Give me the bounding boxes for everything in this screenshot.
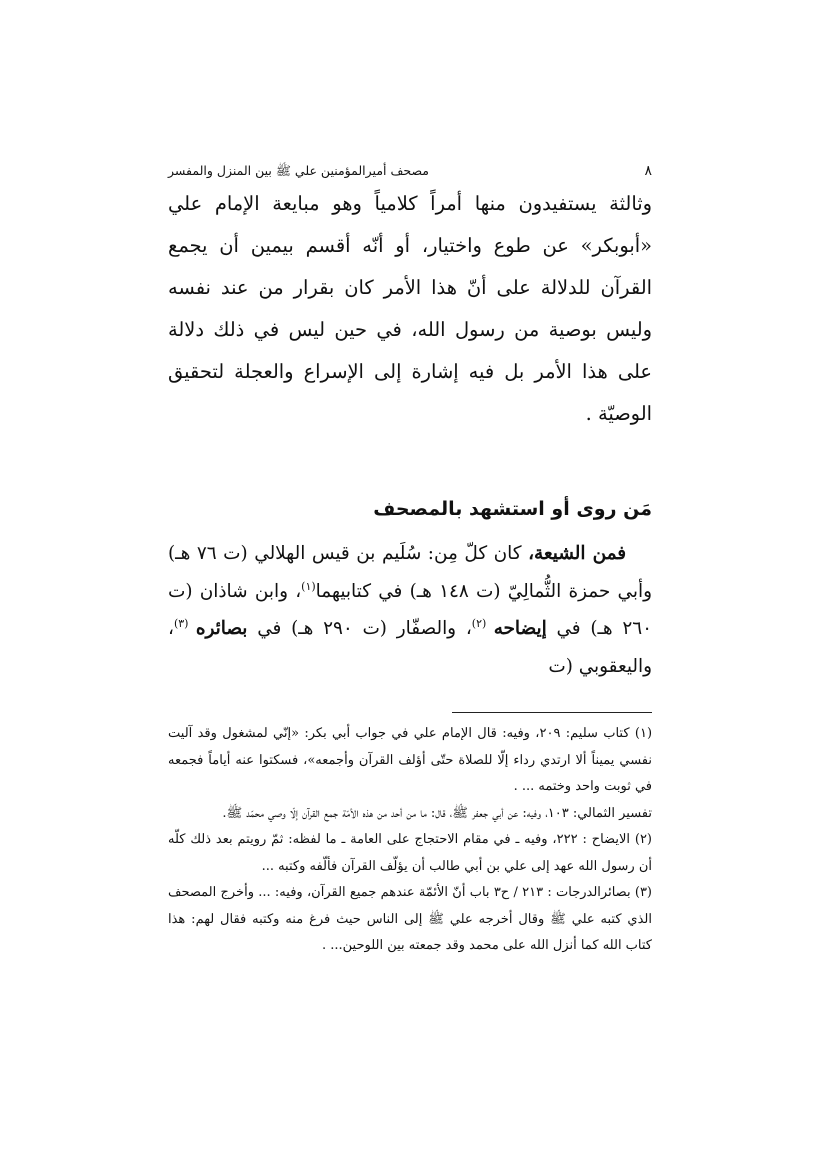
body-paragraph [168,535,652,685]
footnote-ref: (٣) [173,616,196,630]
footnote-ref: (٢) [471,616,494,630]
bold-phrase: فمن الشيعة، [528,543,627,564]
footnote-number: (١) [634,726,653,741]
page-number: ٨ [644,163,652,179]
main-text [168,183,652,685]
footnote [168,880,652,960]
footnote [168,801,652,828]
book-page [168,160,652,960]
running-title: مصحف أميرالمؤمنين علي ﷺ بين المنزل والمفسر [168,163,429,178]
footnote-text: تفسير الثمالي: ١٠٣، وفيه: عن أبي جعفر ﷺ، قال: ما من أحد من هذه الأمّة جمع القرآن إلّا وصي محمّد ﷺ. [222,805,652,821]
body-paragraph: وثالثة يستفيدون منها أمراً كلامياً وهو مبايعة الإمام علي «أبوبكر» عن طوع واختيار، أو أنّه أقسم بيمين أن يجمع القرآن للدلالة على أنّ هذا الأمر كان بقرار من عند نفسه وليس بوصية من رسول الله، في حين ليس في ذلك دلالة على هذا الأمر بل فيه إشارة إلى الإسراع والعجلة لتحقيق الوصيّة . [168,192,652,425]
footnote-divider [452,712,652,713]
text-run: كان كلّ مِن: سُلَيم بن قيس الهلالي (ت ٧٦ هـ) وأبي حمزة الثُّمالِيّ (ت ١٤٨ هـ) في كتابيهما [168,543,652,602]
bold-phrase: بصائره [195,618,248,639]
bold-phrase: إيضاحه [493,618,547,639]
footnote-text: كتاب سليم: ٢٠٩، وفيه: قال الإمام علي في جواب أبي بكر: «إنّي لمشغول وقد آليت نفسي يميناً ألا ارتدي رداء إلّا للصلاة حتّى أؤلف القرآن وأجمعه»، فسكتوا عنه أياماً فجمعه في ثوبت واحد وختمه ... . [168,726,652,794]
section-heading: مَن روى أو استشهد بالمصحف [373,498,652,520]
footnote-text: بصائرالدرجات : ٢١٣ / ح٣ باب أنّ الأئمّة عندهم جميع القرآن، وفيه: ... وأخرج المصحف الذي كتبه علي ﷺ وقال أخرجه علي ﷺ إلى الناس حيث فرغ منه وكتبه فقال لهم: هذا كتاب الله كما أنزل الله على محمد وقد جمعته بين اللوحين... . [168,885,652,953]
text-run: ، وابن شاذان (ت ٢٦٠ هـ) في [168,580,652,639]
footnote-number: (٢) [634,832,652,847]
footnotes [168,721,652,960]
running-header [168,160,652,182]
footnote-ref: (١) [301,579,316,593]
footnote-text: الايضاح : ٢٢٢، وفيه ـ في مقام الاحتجاج على العامة ـ ما لفظه: ثمّ رويتم بعد ذلك كلّه أن رسول الله عهد إلى علي بن أبي طالب أن يؤلّف القرآن فألّفه وكتبه ... [168,832,652,874]
footnote-number: (٣) [634,885,652,900]
footnote [168,827,652,880]
text-run: ، واليعقوبي (ت [168,618,652,677]
text-run: ، والصفّار (ت ٢٩٠ هـ) في [247,618,472,639]
footnote [168,721,652,801]
